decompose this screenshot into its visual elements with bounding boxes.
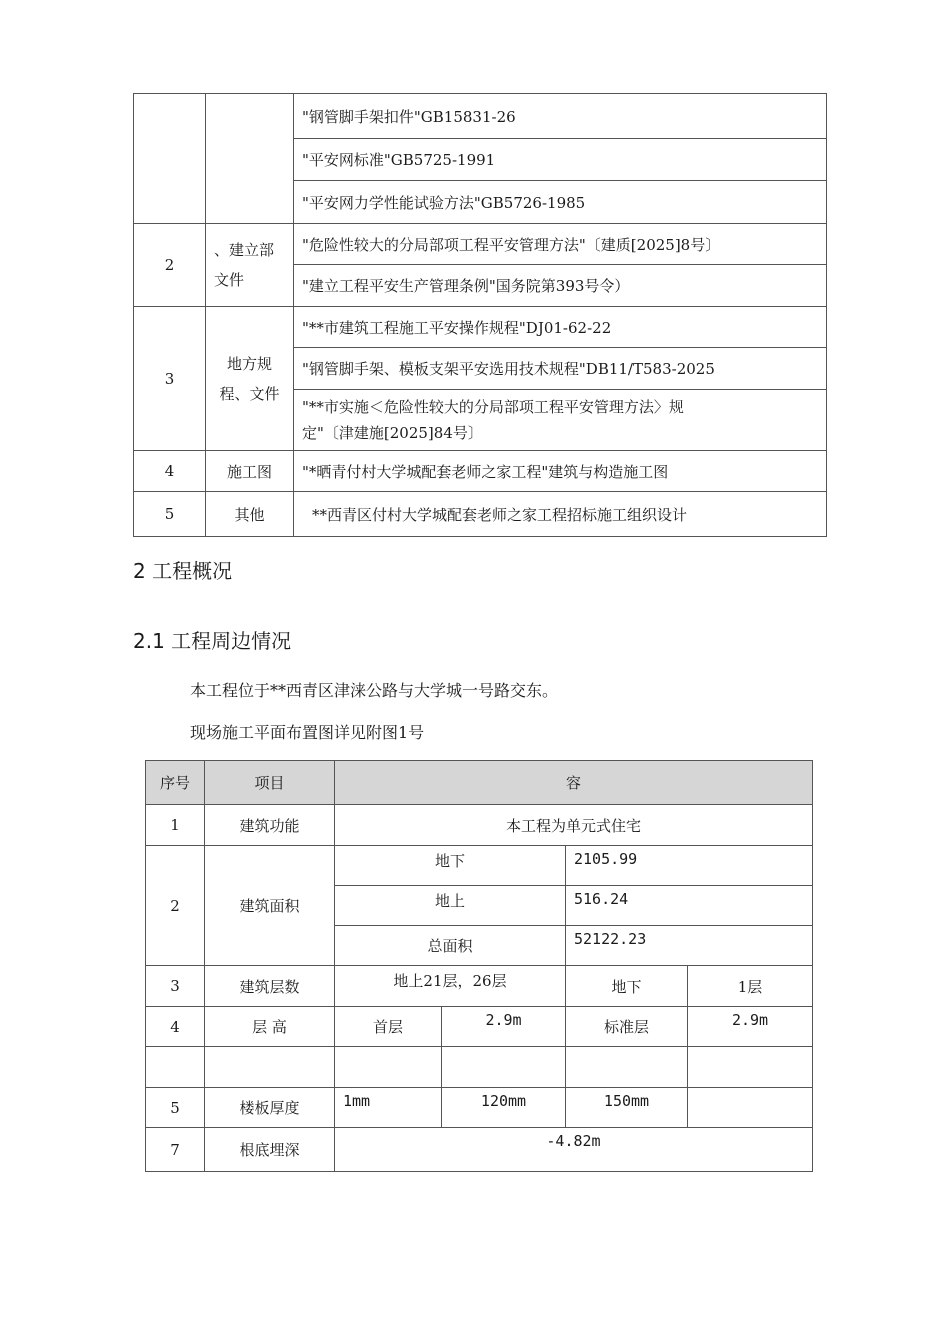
standard-item-line: 定"〔津建施[2025]84号〕 [302,424,483,442]
category-cell: 其他 [206,492,294,537]
row-number-cell [134,94,206,224]
standard-item-line: "**市实施＜危险性较大的分局部项工程平安管理方法〉规 [302,398,684,416]
item-label: 根底埋深 [205,1128,335,1172]
sub-value: 2105.99 [566,846,813,886]
category-cell: 施工图 [206,451,294,492]
row-number: 3 [146,966,205,1007]
sub-label: 总面积 [335,926,566,966]
header-cell: 项目 [205,761,335,805]
item-value: 2.9m [688,1007,813,1047]
sub-label: 地下 [335,846,566,886]
empty-cell [205,1047,335,1088]
standard-item: **西青区付村大学城配套老师之家工程招标施工组织设计 [294,492,827,537]
row-number: 2 [146,846,205,966]
item-label: 建筑层数 [205,966,335,1007]
standard-item: "**市建筑工程施工平安操作规程"DJ01-62-22 [294,307,827,348]
sub-label: 地下 [566,966,688,1007]
standard-item: "钢管脚手架扣件"GB15831-26 [294,94,827,139]
category-cell [206,307,294,451]
standard-item: "钢管脚手架、模板支架平安选用技术规程"DB11/T583-2025 [294,348,827,390]
header-cell: 序号 [146,761,205,805]
empty-cell [442,1047,566,1088]
item-value: 150mm [566,1088,688,1128]
sub-label: 标准层 [566,1007,688,1047]
sub-label: 地上 [335,886,566,926]
empty-cell [688,1047,813,1088]
section-heading: 2 工程概况 [133,559,233,583]
sub-value: 52122.23 [566,926,813,966]
empty-cell [566,1047,688,1088]
row-number: 1 [146,805,205,846]
empty-cell [688,1088,813,1128]
row-number: 4 [134,451,206,492]
standard-item: "建立工程平安生产管理条例"国务院第393号令） [294,265,827,307]
paragraph: 现场施工平面布置图详见附图1号 [190,723,425,742]
sub-label: 首层 [335,1007,442,1047]
row-number: 5 [134,492,206,537]
category-line: 文件 [214,271,245,289]
row-number: 7 [146,1128,205,1172]
standards-table [133,93,827,537]
standard-item [294,390,827,451]
item-label: 建筑功能 [205,805,335,846]
category-line: 地方规 [226,354,272,373]
empty-cell [146,1047,205,1088]
item-value: 地上21层，26层 [335,966,566,1007]
standard-item: "平安网力学性能试验方法"GB5726-1985 [294,181,827,224]
header-cell: 容 [335,761,813,805]
item-value: 本工程为单元式住宅 [335,805,813,846]
row-number: 4 [146,1007,205,1047]
category-cell [206,94,294,224]
standard-item: "危险性较大的分局部项工程平安管理方法"〔建质[2025]8号〕 [294,224,827,265]
row-number: 5 [146,1088,205,1128]
item-label: 建筑面积 [205,846,335,966]
item-label: 楼板厚度 [205,1088,335,1128]
sub-value: 516.24 [566,886,813,926]
item-label: 层 高 [205,1007,335,1047]
item-value: 2.9m [442,1007,566,1047]
standard-item: "平安网标准"GB5725-1991 [294,139,827,181]
item-value: 120mm [442,1088,566,1128]
paragraph: 本工程位于**西青区津涞公路与大学城一号路交东。 [190,681,559,700]
item-value: -4.82m [335,1128,813,1172]
item-value: 1层 [688,966,813,1007]
category-line: 、建立部 [214,241,275,259]
row-number: 3 [134,307,206,451]
row-number: 2 [134,224,206,307]
empty-cell [335,1047,442,1088]
category-cell [206,224,294,307]
standard-item: "*晒青付村大学城配套老师之家工程"建筑与构造施工图 [294,451,827,492]
project-overview-table [145,760,813,1172]
subsection-heading: 2.1 工程周边情况 [133,629,292,653]
category-line: 程、文件 [219,384,280,403]
item-value: 1mm [335,1088,442,1128]
